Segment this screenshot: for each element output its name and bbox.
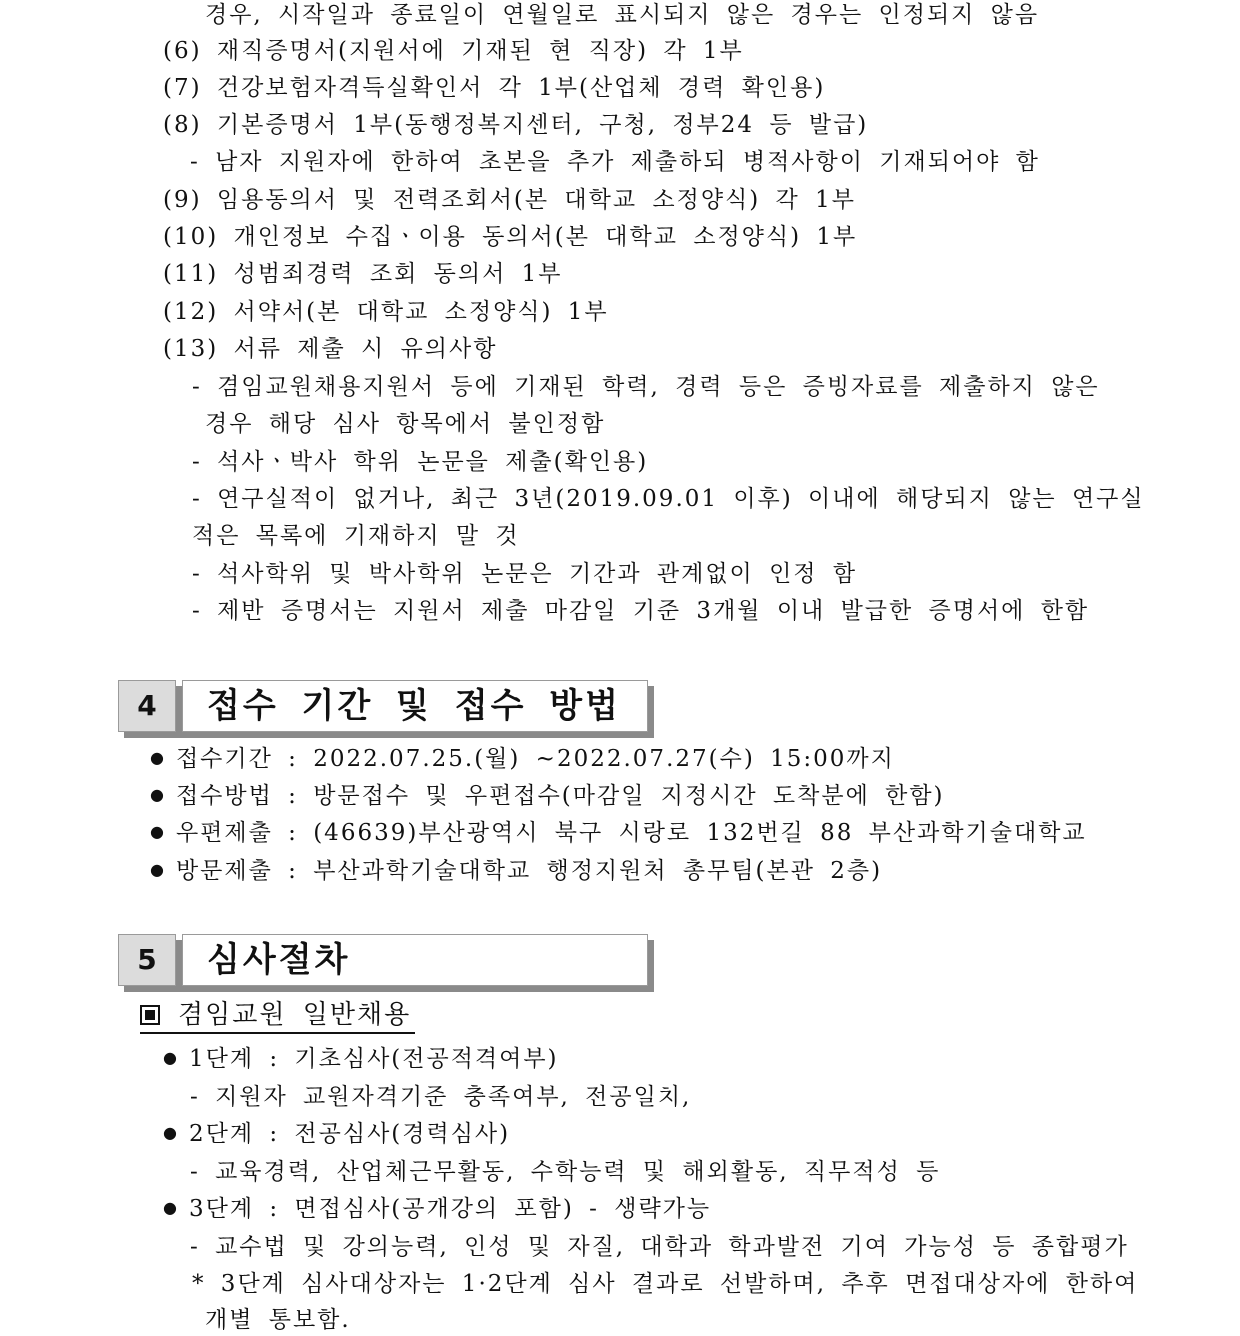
- bullet-item-reception-period: ● 접수기간 : 2022.07.25.(월) ~2022.07.27(수) 15:00까지: [150, 744, 895, 776]
- requirement-item-6: (6) 재직증명서(지원서에 기재된 현 직장) 각 1부: [163, 38, 744, 64]
- step-2-title: ● 2단계 : 전공심사(경력심사): [163, 1119, 510, 1151]
- step-3-detail: - 교수법 및 강의능력, 인성 및 자질, 대학과 학과발전 기여 가능성 등 종합평가: [190, 1234, 1129, 1260]
- requirement-note: - 연구실적이 없거나, 최근 3년(2019.09.01 이후) 이내에 해당되지 않는 연구실: [192, 486, 1145, 512]
- step-2-detail: - 교육경력, 산업체근무활동, 수학능력 및 해외활동, 직무적성 등: [190, 1159, 941, 1185]
- requirement-item-12: (12) 서약서(본 대학교 소정양식) 1부: [163, 299, 609, 325]
- bullet-item-reception-method: ● 접수방법 : 방문접수 및 우편접수(마감일 지정시간 도착분에 한함): [150, 781, 945, 813]
- requirement-subitem: - 남자 지원자에 한하여 초본을 추가 제출하되 병적사항이 기재되어야 함: [190, 149, 1040, 175]
- bullet-item-visit-submission: ● 방문제출 : 부산과학기술대학교 행정지원처 총무팀(본관 2층): [150, 856, 882, 888]
- requirement-item-11: (11) 성범죄경력 조회 동의서 1부: [163, 261, 563, 287]
- subheading-text: 겸임교원 일반채용: [178, 1000, 412, 1030]
- square-bullet-icon: [140, 1005, 160, 1025]
- requirement-item-8: (8) 기본증명서 1부(동행정복지센터, 구청, 정부24 등 발급): [163, 112, 869, 138]
- section-number: 4: [118, 680, 176, 732]
- section-title: 접수 기간 및 접수 방법: [182, 680, 648, 732]
- section-title: 심사절차: [182, 934, 648, 986]
- requirement-item-10: (10) 개인정보 수집ㆍ이용 동의서(본 대학교 소정양식) 1부: [163, 224, 858, 250]
- requirement-note-continued: 경우 해당 심사 항목에서 불인정함: [205, 411, 606, 437]
- requirement-note: - 제반 증명서는 지원서 제출 마감일 기준 3개월 이내 발급한 증명서에 한함: [192, 598, 1090, 624]
- section-number: 5: [118, 934, 176, 986]
- requirement-note: - 겸임교원채용지원서 등에 기재된 학력, 경력 등은 증빙자료를 제출하지 않은: [192, 374, 1100, 400]
- section-4-header: [118, 680, 654, 738]
- section-5-header: [118, 934, 654, 992]
- requirement-item-9: (9) 임용동의서 및 전력조회서(본 대학교 소정양식) 각 1부: [163, 187, 856, 213]
- selection-note-continued: 개별 통보함.: [205, 1307, 351, 1333]
- step-3-title: ● 3단계 : 면접심사(공개강의 포함) - 생략가능: [163, 1194, 711, 1226]
- selection-note: * 3단계 심사대상자는 1·2단계 심사 결과로 선발하며, 추후 면접대상자에 한하여: [192, 1271, 1139, 1297]
- requirement-item-7: (7) 건강보험자격득실확인서 각 1부(산업체 경력 확인용): [163, 75, 826, 101]
- requirement-note-continued: 적은 목록에 기재하지 말 것: [192, 523, 520, 549]
- requirement-note: - 석사ㆍ박사 학위 논문을 제출(확인용): [192, 449, 649, 475]
- step-1-detail: - 지원자 교원자격기준 충족여부, 전공일치,: [190, 1084, 692, 1110]
- requirement-item-13: (13) 서류 제출 시 유의사항: [163, 336, 498, 362]
- bullet-item-postal-submission: ● 우편제출 : (46639)부산광역시 북구 시랑로 132번길 88 부산과학기술대학교: [150, 818, 1087, 850]
- requirement-note: - 석사학위 및 박사학위 논문은 기간과 관계없이 인정 함: [192, 561, 858, 587]
- requirement-line: 경우, 시작일과 종료일이 연월일로 표시되지 않은 경우는 인정되지 않음: [205, 2, 1040, 28]
- subheading: [140, 998, 415, 1034]
- step-1-title: ● 1단계 : 기초심사(전공적격여부): [163, 1044, 559, 1076]
